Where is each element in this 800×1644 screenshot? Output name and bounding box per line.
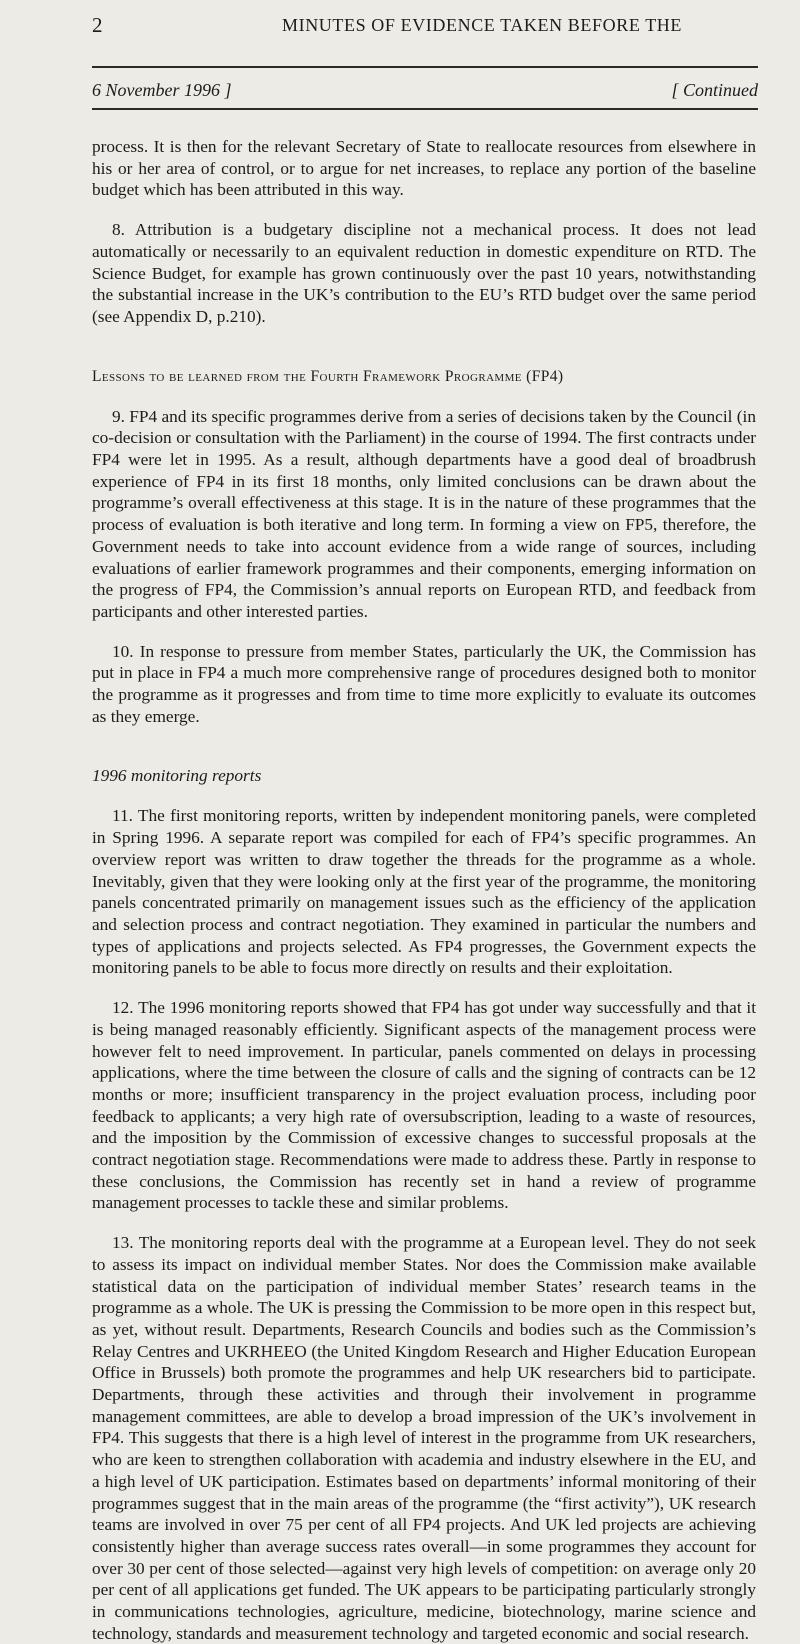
session-date: 6 November 1996 ] — [92, 80, 232, 100]
paragraph-13: 13. The monitoring reports deal with the programme at a European level. They do not seek to assess its impact on individual member States. Nor does the Commission make available statistical data on the participation of individual member States’ research teams in the programme as a whole. The UK is pressing the Commission to be more open in this respect but, as yet, without result. Departments, Research Councils and bodies such as the Commission’s Relay Centres and UKRHEEO (the United Kingdom Research and Higher Education European Office in Brussels) both promote the programmes and help UK researchers bid to participate. Departments, through these activities and through their involvement in programme management committees, are able to develop a broad impression of the UK’s involvement in FP4. This suggests that there is a high level of interest in the programme from UK researchers, who are keen to strengthen collaboration with academia and industry elsewhere in the EU, and a high level of UK participation. Estimates based on departments’ informal monitoring of their programmes suggest that in the main areas of the programme (the “first activity”), UK research teams are involved in over 75 per cent of all FP4 projects. And UK led projects are achieving consistently higher than average success rates overall—in some programmes they account for over 30 per cent of those selected—against very high levels of competition: on average only 20 per cent of all applications get funded. The UK appears to be participating particularly strongly in communications technologies, agriculture, medicine, biotechnology, marine science and technology, standards and measurement technology and targeted economic and social research. — [92, 1233, 756, 1643]
running-head — [92, 10, 758, 40]
paragraph-10: 10. In response to pressure from member States, particularly the UK, the Commission has put in place in FP4 a much more comprehensive range of procedures designed both to monitor the programme as it progresses and from time to time more explicitly to evaluate its outcomes as they emerge. — [92, 641, 756, 726]
body-text — [92, 136, 756, 1644]
paragraph-11: 11. The first monitoring reports, written by independent monitoring panels, were completed in Spring 1996. A separate report was compiled for each of FP4’s specific programmes. An overview report was written to draw together the threads for the programme as a whole. Inevitably, given that they were looking only at the first year of the programme, the monitoring panels concentrated primarily on management issues such as the efficiency of the application and selection process and contract negotiation. They examined in particular the numbers and types of applications and projects selected. As FP4 progresses, the Government expects the monitoring panels to be able to focus more directly on results and their exploitation. — [92, 806, 756, 978]
dateline — [92, 76, 758, 104]
header-rule-top — [92, 66, 758, 68]
subsection-heading: 1996 monitoring reports — [92, 766, 262, 786]
paragraph-9: 9. FP4 and its specific programmes derive from a series of decisions taken by the Council (in co-decision or consultation with the Parliament) in the course of 1994. The first contracts under FP4 were let in 1995. As a result, although departments have a good deal of broadbrush experience of FP4 in its first 18 months, only limited conclusions can be drawn about the programme’s overall effectiveness at this stage. It is in the nature of these programmes that the process of evaluation is both iterative and long term. In forming a view on FP5, therefore, the Government needs to take into account evidence from a wide range of sources, including evaluations of earlier framework programmes and their components, emerging information on the progress of FP4, the Commission’s annual reports on European RTD, and feedback from participants and other interested parties. — [92, 406, 756, 621]
paragraph-8: 8. Attribution is a budgetary discipline not a mechanical process. It does not lead automatically or necessarily to an equivalent reduction in domestic expenditure on RTD. The Science Budget, for example has grown continuously over the past 10 years, notwithstanding the substantial increase in the UK’s contribution to the EU’s RTD budget over the same period (see Appendix D, p.210). — [92, 220, 756, 326]
running-title: MINUTES OF EVIDENCE TAKEN BEFORE THE — [282, 15, 682, 35]
section-heading: Lessons to be learned from the Fourth Framework Programme (FP4) — [92, 367, 564, 385]
paragraph-12: 12. The 1996 monitoring reports showed that FP4 has got under way successfully and that it is being managed reasonably efficiently. Significant aspects of the management process were however felt to need improvement. In particular, panels commented on delays in processing applications, where the time between the closure of calls and the signing of contracts can be 12 months or more; insufficient transparency in the project evaluation process, including poor feedback to applicants; a very high rate of oversubscription, leading to a waste of resources, and the imposition by the Commission of excessive changes to successful proposals at the contract negotiation stage. Recommendations were made to address these. Partly in response to these conclusions, the Commission has recently set in hand a review of programme management processes to tackle these and similar problems. — [92, 998, 756, 1213]
page-number: 2 — [92, 13, 103, 37]
paragraph-continuation: process. It is then for the relevant Secretary of State to reallocate resources from elsewhere in his or her area of control, or to argue for net increases, to replace any portion of the baseline budget which has been attributed in this way. — [92, 137, 756, 200]
header-rule-bottom — [92, 108, 758, 110]
continued-label: [ Continued — [671, 80, 758, 100]
